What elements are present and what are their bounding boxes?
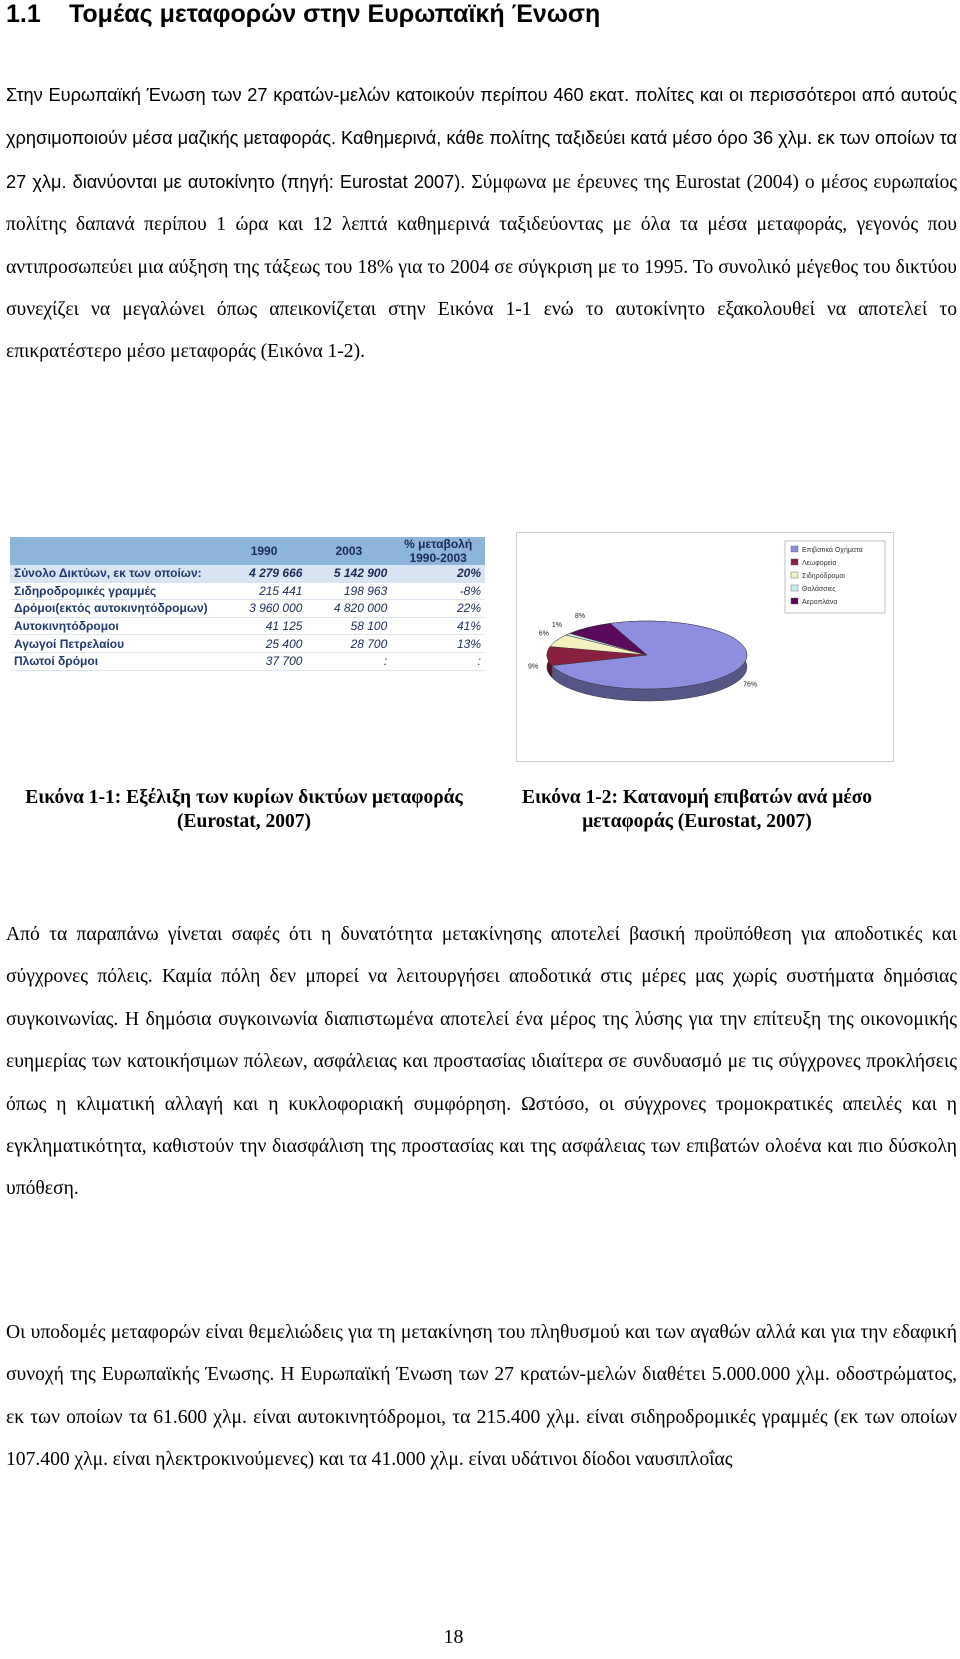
network-table-figure	[10, 537, 485, 773]
pie-slice-label: 6%	[538, 630, 549, 638]
section-title: Τομέας μεταφορών στην Ευρωπαϊκή Ένωση	[69, 0, 601, 28]
table-cell-2003: :	[306, 652, 391, 670]
paragraph-intro-first: Στην Ευρωπαϊκή Ένωση των 27 κρατών-μελών κατοικούν περίπου 460 εκατ. πολίτες και οι περισσότεροι από αυτούς χρησιμοποιούν μέσα μαζικής μεταφοράς. Καθημερινά, κάθε πολίτης ταξιδεύει κατά μέσο όρο 36 χλμ. εκ των οποίων τα 27 χλμ. διανύονται με αυτοκίνητο (πηγή: Eurostat 2007).	[6, 85, 957, 192]
section-number: 1.1	[6, 0, 41, 28]
table-cell-1990: 215 441	[222, 582, 307, 600]
pie-slice-label: 9%	[527, 663, 539, 671]
table-row	[10, 565, 485, 582]
paragraph-infrastructure: Οι υποδομές μεταφορών είναι θεμελιώδεις για τη μετακίνηση του πληθυσμού και των αγαθών αλλά και για την εδαφική συνοχή της Ευρωπαϊκής Ένωσης. Η Ευρωπαϊκή Ένωση των 27 κρατών-μελών διαθέτει 5.000.000 χλμ. οδοστρώματος, εκ των οποίων τα 61.600 χλμ. είναι αυτοκινητόδρομοι, τα 215.400 χλμ. είναι σιδηροδρομικές γραμμές (εκ των οποίων 107.400 χλμ. είναι ηλεκτροκινούμενες) και τα 41.000 χλμ. είναι υδάτινοι δίοδοι ναυσιπλοΐας	[6, 1322, 957, 1471]
table-row	[10, 617, 485, 635]
figure-2-caption: Εικόνα 1-2: Κατανομή επιβατών ανά μέσο μεταφοράς (Eurostat, 2007)	[521, 787, 873, 832]
table-cell-label: Αυτοκινητόδρομοι	[10, 617, 222, 635]
table-cell-label: Σιδηροδρομικές γραμμές	[10, 582, 222, 600]
pie-slice-label: 1%	[551, 621, 562, 629]
table-row	[10, 582, 485, 600]
table-cell-1990: 41 125	[222, 617, 307, 635]
table-header-label	[10, 537, 222, 565]
legend-label: Θαλάσσιες	[802, 586, 836, 593]
legend-label: Λεωφορεία	[802, 560, 837, 567]
table-cell-1990: 25 400	[222, 635, 307, 653]
section-heading	[6, 0, 600, 29]
table-cell-2003: 28 700	[306, 635, 391, 653]
table-cell-label: Δρόμοι(εκτός αυτοκινητόδρομων)	[10, 600, 222, 618]
legend-swatch	[791, 585, 798, 591]
table-header-row	[10, 537, 485, 565]
pie-slice-label: 76%	[743, 681, 758, 689]
pie-chart-figure	[516, 532, 894, 762]
table-cell-2003: 198 963	[306, 582, 391, 600]
table-cell-2003: 58 100	[306, 617, 391, 635]
page-number: 18	[443, 1626, 464, 1648]
legend-swatch	[791, 559, 798, 565]
table-row	[10, 600, 485, 618]
table-cell-2003: 5 142 900	[306, 565, 391, 582]
table-cell-1990: 4 279 666	[222, 565, 307, 582]
legend-label: Αεροπλάνα	[802, 599, 838, 606]
table-cell-1990: 37 700	[222, 652, 307, 670]
paragraph-intro	[6, 74, 957, 374]
table-row	[10, 635, 485, 653]
table-cell-label: Σύνολο Δικτύων, εκ των οποίων:	[10, 565, 222, 582]
legend-label: Σιδηρόδρομοι	[802, 573, 845, 580]
legend-label: Επιβατικά Οχήματα	[802, 547, 863, 554]
table-cell-change: :	[391, 652, 485, 670]
table-header-change: % μεταβολή 1990-2003	[391, 537, 485, 565]
figure-1-caption: Εικόνα 1-1: Εξέλιξη των κυρίων δικτύων μεταφοράς (Eurostat, 2007)	[25, 787, 463, 832]
table-cell-change: 41%	[391, 617, 485, 635]
table-cell-1990: 3 960 000	[222, 600, 307, 618]
table-cell-label: Αγωγοί Πετρελαίου	[10, 635, 222, 653]
table-cell-change: 13%	[391, 635, 485, 653]
legend-swatch	[791, 546, 798, 552]
pie-chart	[517, 533, 893, 761]
table-cell-change: -8%	[391, 582, 485, 600]
pie-slice-label: 8%	[574, 612, 586, 620]
table-header-2003: 2003	[306, 537, 391, 565]
paragraph-mobility: Από τα παραπάνω γίνεται σαφές ότι η δυνατότητα μετακίνησης αποτελεί βασική προϋπόθεση για αποδοτικές και σύγχρονες πόλεις. Καμία πόλη δεν μπορεί να λειτουργήσει αποδοτικά στις μέρες μας χωρίς συστήματα δημόσιας συγκοινωνίας. Η δημόσια συγκοινωνία διαπιστωμένα αποτελεί ένα μέρος της λύσης για την επίτευξη της οικονομικής ευημερίας των κατοικήσιμων πόλεων, ασφάλειας και προστασίας ιδιαίτερα σε συνδυασμό με τις σύγχρονες προκλήσεις όπως η κλιματική αλλαγή και η κυκλοφοριακή συμφόρηση. Ωστόσο, οι σύγχρονες τρομοκρατικές απειλές και η εγκληματικότητα, καθιστούν την διασφάλιση της προστασίας και της ασφάλειας των επιβατών ολοένα και πιο δύσκολη υπόθεση.	[6, 924, 957, 1200]
table-cell-change: 22%	[391, 600, 485, 618]
network-table	[10, 537, 485, 671]
table-header-1990: 1990	[222, 537, 307, 565]
legend-swatch	[791, 598, 798, 604]
paragraph-intro-rest: Σύμφωνα με έρευνες της Eurostat (2004) ο μέσος ευρωπαίος πολίτης δαπανά περίπου 1 ώρα και 12 λεπτά καθημερινά ταξιδεύοντας με όλα τα μέσα μεταφοράς, γεγονός που αντιπροσωπεύει μια αύξηση της τάξεως του 18% για το 2004 σε σύγκριση με το 1995. Το συνολικό μέγεθος του δικτύου συνεχίζει να μεγαλώνει όπως απεικονίζεται στην Εικόνα 1-1 ενώ το αυτοκίνητο εξακολουθεί να αποτελεί το επικρατέστερο μέσο μεταφοράς (Εικόνα 1-2).	[6, 171, 958, 363]
table-cell-change: 20%	[391, 565, 485, 582]
table-cell-label: Πλωτοί δρόμοι	[10, 652, 222, 670]
table-row	[10, 652, 485, 670]
table-cell-2003: 4 820 000	[306, 600, 391, 618]
legend-swatch	[791, 572, 798, 578]
